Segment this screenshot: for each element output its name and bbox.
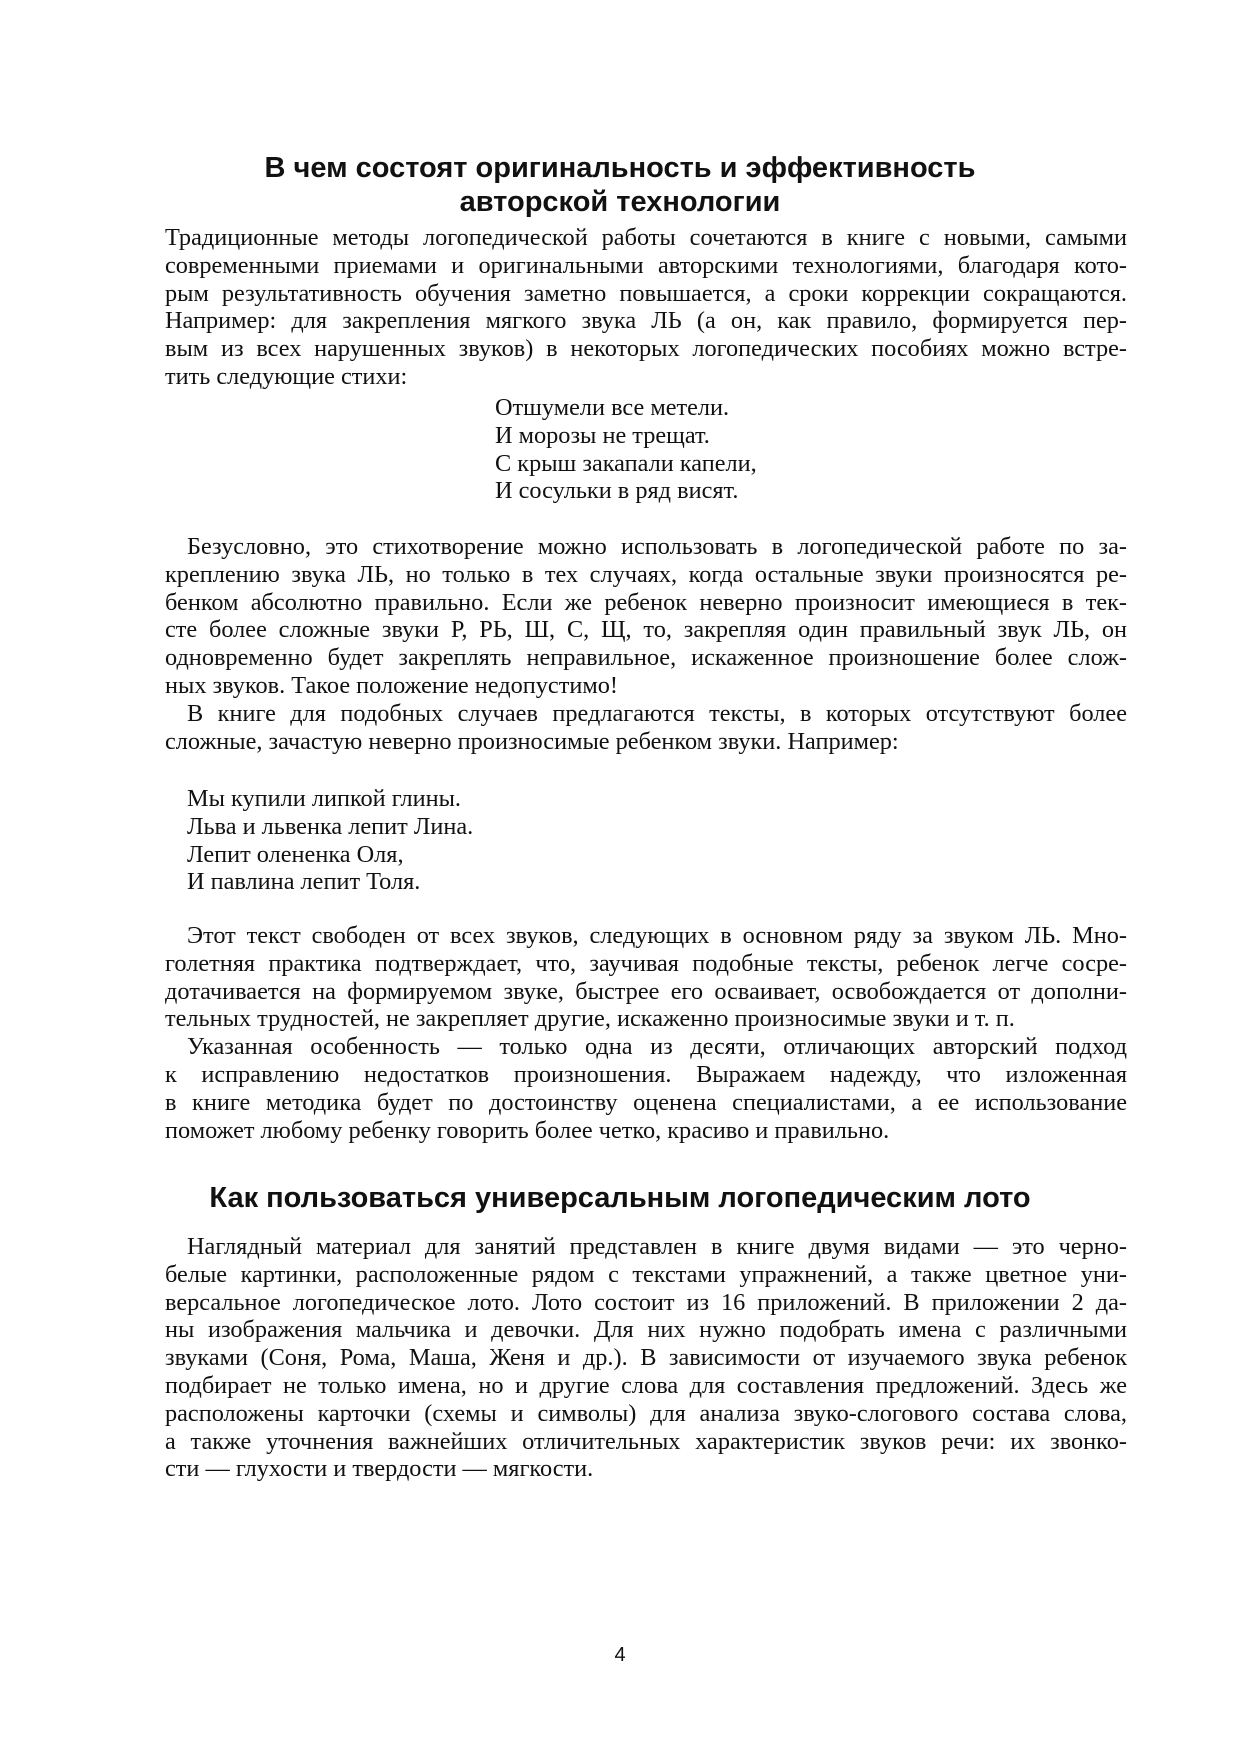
text-line: Например: для закрепления мягкого звука ЛЬ (а он, как правило, формируется пер-	[165, 307, 1127, 335]
paragraph-bezuslovno	[165, 533, 1127, 755]
text-line: вым из всех нарушенных звуков) в некоторых логопедических пособиях можно встре-	[165, 335, 1127, 363]
heading-line: В чем состоят оригинальность и эффективность	[264, 152, 976, 184]
poem-line: С крыш закапали капели,	[495, 449, 757, 477]
paragraph-traditional-methods	[165, 224, 1127, 391]
text-line: Этот текст свободен от всех звуков, следующих в основном ряду за звуком ЛЬ. Мно-	[187, 922, 1127, 949]
poem-line: Мы купили липкой глины.	[187, 785, 462, 812]
text-line: сти — глухости и твердости — мягкости.	[165, 1455, 594, 1483]
text-line: Безусловно, это стихотворение можно использовать в логопедической работе по за-	[187, 533, 1127, 560]
heading-line: авторской технологии	[459, 186, 781, 218]
text-line: ных звуков. Такое положение недопустимо!	[165, 671, 618, 699]
text-line: белые картинки, расположенные рядом с текстами упражнений, а также цветное уни-	[165, 1260, 1127, 1288]
section-heading-lotto: Как пользоваться универсальным логопедическим лото	[209, 1182, 1031, 1214]
poem-otshumeli	[495, 394, 757, 505]
text-line: рым результативность обучения заметно повышается, а сроки коррекции сокращаются.	[165, 279, 1127, 307]
poem-lipkoi-gliny	[187, 785, 473, 896]
text-line: В книге для подобных случаев предлагаются тексты, в которых отсутствуют более	[187, 699, 1127, 727]
poem-line: И павлина лепит Толя.	[187, 868, 421, 896]
text-line: одновременно будет закреплять неправильное, искаженное произношение более слож-	[165, 644, 1127, 672]
poem-line: Льва и львенка лепит Лина.	[187, 812, 474, 840]
text-line: тельных трудностей, не закрепляет другие, искаженно произносимые звуки и т. п.	[165, 1005, 1015, 1033]
text-line: сложные, зачастую неверно произносимые ребенком звуки. Например:	[165, 727, 899, 755]
text-line: бенком абсолютно правильно. Если же ребенок неверно произносит имеющиеся в тек-	[165, 588, 1127, 616]
text-line: ны изображения мальчика и девочки. Для них нужно подобрать имена с различными	[165, 1316, 1127, 1344]
text-line: Наглядный материал для занятий представлен в книге двумя видами — это черно-	[187, 1233, 1127, 1260]
text-line: сте более сложные звуки Р, РЬ, Ш, С, Щ, то, закрепляя один правильный звук ЛЬ, он	[165, 616, 1127, 644]
text-line: подбирает не только имена, но и другие слова для составления предложений. Здесь же	[165, 1371, 1127, 1399]
text-line: дотачивается на формируемом звуке, быстрее его осваивает, освобождается от дополни-	[165, 977, 1127, 1005]
text-line: поможет любому ребенку говорить более четко, красиво и правильно.	[165, 1116, 890, 1144]
text-line: в книге методика будет по достоинству оценена специалистами, а ее использование	[165, 1088, 1127, 1116]
text-line: версальное логопедическое лото. Лото состоит из 16 приложений. В приложении 2 да-	[165, 1288, 1127, 1316]
poem-line: Отшумели все метели.	[495, 394, 730, 421]
text-line: к исправлению недостатков произношения. Выражаем надежду, что изложенная	[165, 1060, 1127, 1088]
text-line: звуками (Соня, Рома, Маша, Женя и др.). В зависимости от изучаемого звука ребенок	[165, 1344, 1127, 1372]
poem-line: И сосульки в ряд висят.	[495, 477, 739, 505]
text-line: голетняя практика подтверждает, что, заучивая подобные тексты, ребенок легче сосре-	[165, 949, 1127, 977]
text-line: тить следующие стихи:	[165, 362, 408, 390]
text-line: Указанная особенность — только одна из десяти, отличающих авторский подход	[187, 1033, 1127, 1061]
text-line: креплению звука ЛЬ, но только в тех случаях, когда остальные звуки произносятся ре-	[165, 560, 1127, 588]
section-heading-originality	[0, 151, 1240, 219]
poem-line: И морозы не трещат.	[495, 421, 710, 449]
page-number: 4	[614, 1644, 626, 1666]
text-line: а также уточнения важнейших отличительных характеристик звуков речи: их звонко-	[165, 1427, 1127, 1455]
paragraph-lotto	[165, 1233, 1127, 1483]
paragraph-etot-tekst	[165, 922, 1127, 1144]
text-line: Традиционные методы логопедической работы сочетаются в книге с новыми, самыми	[165, 224, 1127, 251]
text-line: современными приемами и оригинальными авторскими технологиями, благодаря кото-	[165, 251, 1127, 279]
text-line: расположены карточки (схемы и символы) для анализа звуко-слогового состава слова,	[165, 1399, 1127, 1427]
poem-line: Лепит олененка Оля,	[187, 840, 404, 868]
